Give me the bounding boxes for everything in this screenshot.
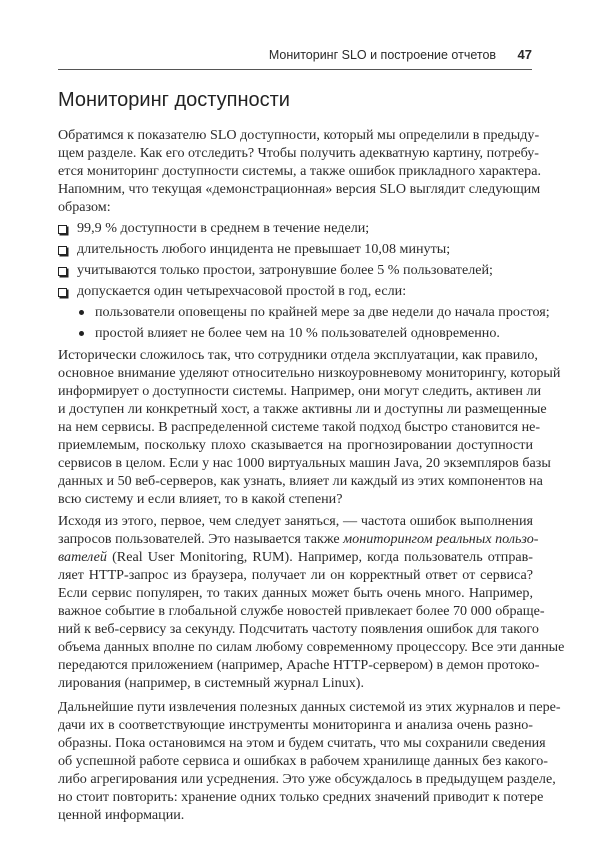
running-header <box>58 47 532 70</box>
text-line <box>58 180 541 198</box>
text-segment: приемлемым, поскольку плохо сказывается на прогнозировании доступности <box>58 437 533 453</box>
list-item: 99,9 % доступности в среднем в течение недели; <box>77 220 370 236</box>
bullet-dot-icon <box>79 331 84 336</box>
text-line <box>58 144 539 162</box>
list-item: допускается один четырехчасовой простой в год, если: <box>77 283 407 299</box>
text-line <box>58 566 533 584</box>
text-segment: Исторически сложилось так, что сотрудники отдела эксплуатации, как правило, <box>58 347 538 363</box>
text-line <box>58 806 533 824</box>
text-line <box>58 198 533 216</box>
text-segment: информирует о доступности системы. Например, они могут следить, активен ли <box>58 383 542 399</box>
text-line <box>58 472 543 490</box>
text-line <box>58 656 540 674</box>
text-segment: об успешной работе сервиса и ошибках в рабочем хранилище данных без какого- <box>58 753 548 769</box>
checkbox-bullet-icon <box>58 288 67 297</box>
text-line <box>58 584 533 602</box>
text-line <box>58 400 547 418</box>
text-segment: всю систему и если влияет, то в какой степени? <box>58 491 343 507</box>
list-item: учитываются только простои, затронувшие более 5 % пользователей; <box>77 262 493 278</box>
text-segment: Исходя из этого, первое, чем следует заняться, — частота ошибок выполнения <box>58 513 533 529</box>
text-line <box>58 698 561 716</box>
text-line <box>58 346 538 364</box>
text-segment: ляет HTTP-запрос из браузера, получает ли он корректный ответ от сервиса? <box>58 567 533 583</box>
text-segment: щем разделе. Как его отследить? Чтобы получить адекватную картину, потребу- <box>58 145 539 161</box>
checkbox-bullet-icon <box>58 267 67 276</box>
paragraph-history <box>58 346 561 508</box>
text-line <box>58 162 541 180</box>
text-segment: либо агрегирования или усреднения. Это уже обсуждалось в предыдущем разделе, <box>58 771 556 787</box>
text-segment: ется мониторинг доступности системы, а также ошибок прикладного характера. <box>58 163 541 179</box>
text-line <box>58 752 548 770</box>
bullet-dot-icon <box>79 310 84 315</box>
text-segment: образом: <box>58 199 111 215</box>
text-segment: сервисов в целом. Если у нас 1000 виртуальных машин Java, 20 экземпляров базы <box>58 455 551 471</box>
paragraph-storage <box>58 698 561 824</box>
text-segment: Напомним, что текущая «демонстрационная» версия SLO выглядит следующим <box>58 181 541 197</box>
text-line <box>58 436 533 454</box>
text-segment: ценной информации. <box>58 807 185 823</box>
text-segment: данных и 50 веб-серверов, как узнать, влияет ли каждый из этих компонентов на <box>58 473 543 489</box>
paragraph-rum <box>58 512 565 692</box>
text-segment: (Real User Monitoring, RUM). Например, когда пользователь отправ- <box>106 549 533 565</box>
text-line <box>58 620 539 638</box>
text-line <box>58 788 544 806</box>
text-line <box>58 638 565 656</box>
text-segment: передаются приложением (например, Apache HTTP-сервером) в демон протоко- <box>58 657 540 673</box>
text-line <box>58 602 545 620</box>
text-segment: лирования (например, в системный журнал Linux). <box>58 675 365 691</box>
paragraph-intro <box>58 126 541 216</box>
text-segment: Если сервис популярен, то таких данных может быть очень много. Например, <box>58 585 533 601</box>
text-line <box>58 770 556 788</box>
page-number: 47 <box>517 47 532 62</box>
text-segment: дачи их в соответствующие инструменты мониторинга и анализа очень разно- <box>58 717 533 733</box>
text-line <box>58 364 561 382</box>
text-line <box>58 530 539 548</box>
text-segment: ний к веб-сервису за секунду. Подсчитать частоту появления ошибок для такого <box>58 621 539 637</box>
text-segment: объема данных вполне по силам любому современному процессору. Все эти данные <box>58 639 565 655</box>
checkbox-bullet-icon <box>58 225 67 234</box>
text-line <box>58 548 533 566</box>
text-line <box>58 716 533 734</box>
text-segment: но стоит повторить: хранение одних только средних значений приводит к потере <box>58 789 544 805</box>
text-line <box>58 382 542 400</box>
sub-list-item: пользователи оповещены по крайней мере за две недели до начала простоя; <box>95 304 550 320</box>
italic-term: мониторингом реальных пользо- <box>343 531 539 547</box>
text-segment: основное внимание уделяют относительно низкоуровневому мониторингу, который <box>58 365 561 381</box>
text-segment: и доступен ли конкретный хост, а также активны ли и доступны ли размещенные <box>58 401 547 417</box>
text-line <box>58 490 533 508</box>
text-segment: на нем сервисы. В распределенной системе такой подход быстро становится не- <box>58 419 541 435</box>
text-segment: Обратимся к показателю SLO доступности, который мы определили в предыду- <box>58 127 540 143</box>
sub-list-item: простой влияет не более чем на 10 % пользователей одновременно. <box>95 325 500 341</box>
text-segment: Дальнейшие пути извлечения полезных данных системой из этих журналов и пере- <box>58 699 561 715</box>
text-line <box>58 454 551 472</box>
text-line <box>58 734 546 752</box>
running-title: Мониторинг SLO и построение отчетов <box>268 48 497 62</box>
italic-term: вателей <box>58 549 107 565</box>
section-title: Мониторинг доступности <box>58 89 290 111</box>
list-item: длительность любого инцидента не превышает 10,08 минуты; <box>77 241 451 257</box>
checkbox-bullet-icon <box>58 246 67 255</box>
text-segment: образны. Пока остановимся на этом и будем считать, что мы сохранили сведения <box>58 735 546 751</box>
text-segment: запросов пользователей. Это называется также <box>58 531 344 547</box>
text-line <box>58 512 533 530</box>
text-line <box>58 418 541 436</box>
text-line <box>58 126 540 144</box>
text-line <box>58 674 533 692</box>
text-segment: важное событие в глобальной службе новостей привлекает более 70 000 обраще- <box>58 603 545 619</box>
